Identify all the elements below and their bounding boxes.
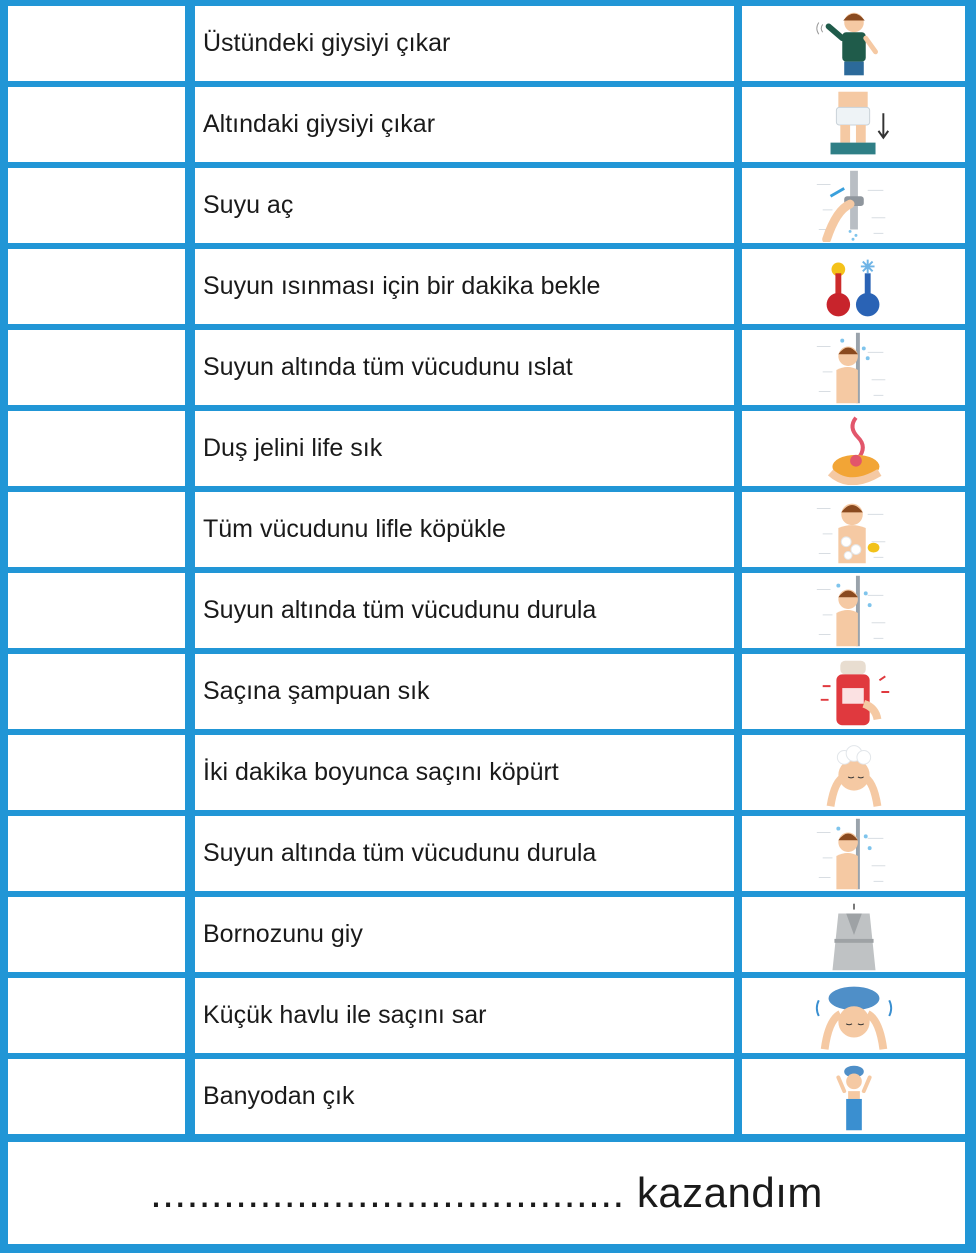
step-text-cell [195,411,734,486]
step-text: İki dakika boyunca saçını köpürt [203,758,559,786]
step-text-cell [195,573,734,648]
towel-on-hair-icon [809,980,899,1052]
step-text-cell [195,816,734,891]
step-text-cell [195,87,734,162]
order-blank-cell[interactable] [8,654,185,729]
step-row [0,0,976,81]
step-text: Üstündeki giysiyi çıkar [203,29,451,57]
step-text: Küçük havlu ile saçını sar [203,1001,487,1029]
step-picture-cell [742,87,965,162]
step-picture-cell [742,978,965,1053]
order-blank-cell[interactable] [8,816,185,891]
step-picture-cell [742,735,965,810]
step-text-cell [195,897,734,972]
step-picture-cell [742,1059,965,1134]
step-text-cell [195,978,734,1053]
step-row [0,324,976,405]
step-picture-cell [742,492,965,567]
step-row [0,891,976,972]
order-blank-cell[interactable] [8,87,185,162]
step-text: Duş jelini life sık [203,434,383,462]
step-text: Tüm vücudunu lifle köpükle [203,515,506,543]
step-row [0,243,976,324]
bathrobe-icon [809,899,899,971]
boy-rinsing-icon [809,818,899,890]
turning-on-shower-icon [809,170,899,242]
boy-soaping-icon [809,494,899,566]
order-blank-cell[interactable] [8,411,185,486]
step-row [0,162,976,243]
order-blank-cell[interactable] [8,897,185,972]
step-text-cell [195,249,734,324]
step-picture-cell [742,411,965,486]
step-text: Bornozunu giy [203,920,363,948]
step-picture-cell [742,897,965,972]
step-row [0,1053,976,1134]
step-row [0,567,976,648]
step-text: Altındaki giysiyi çıkar [203,110,436,138]
order-blank-cell[interactable] [8,168,185,243]
step-text: Suyun altında tüm vücudunu durula [203,839,597,867]
step-text-cell [195,1059,734,1134]
step-text-cell [195,6,734,81]
step-row [0,486,976,567]
removing-trousers-icon [809,89,899,161]
step-row [0,729,976,810]
step-text: Banyodan çık [203,1082,355,1110]
step-text-cell [195,492,734,567]
step-text-cell [195,654,734,729]
step-text: Suyu aç [203,191,294,219]
shower-gel-on-sponge-icon [809,413,899,485]
step-picture-cell [742,168,965,243]
order-blank-cell[interactable] [8,978,185,1053]
order-blank-cell[interactable] [8,573,185,648]
lathering-hair-icon [809,737,899,809]
footer-row [8,1142,965,1244]
step-picture-cell [742,573,965,648]
step-picture-cell [742,6,965,81]
step-picture-cell [742,330,965,405]
order-blank-cell[interactable] [8,1059,185,1134]
step-row [0,972,976,1053]
step-picture-cell [742,816,965,891]
hot-cold-thermometers-icon [809,251,899,323]
step-text: Suyun altında tüm vücudunu ıslat [203,353,573,381]
footer-text: ....................................... kazandım [150,1169,823,1216]
step-picture-cell [742,249,965,324]
boy-removing-shirt-icon [809,8,899,80]
order-blank-cell[interactable] [8,492,185,567]
order-blank-cell[interactable] [8,249,185,324]
step-row [0,81,976,162]
step-text: Suyun altında tüm vücudunu durula [203,596,597,624]
boy-rinsing-icon [809,575,899,647]
step-row [0,810,976,891]
boy-under-shower-icon [809,332,899,404]
step-text-cell [195,735,734,810]
step-row [0,405,976,486]
step-text: Suyun ısınması için bir dakika bekle [203,272,601,300]
shampoo-bottle-icon [809,656,899,728]
boy-in-towel-icon [809,1061,899,1133]
order-blank-cell[interactable] [8,6,185,81]
order-blank-cell[interactable] [8,735,185,810]
step-picture-cell [742,654,965,729]
step-text-cell [195,330,734,405]
step-text: Saçına şampuan sık [203,677,430,705]
step-row [0,648,976,729]
order-blank-cell[interactable] [8,330,185,405]
step-text-cell [195,168,734,243]
